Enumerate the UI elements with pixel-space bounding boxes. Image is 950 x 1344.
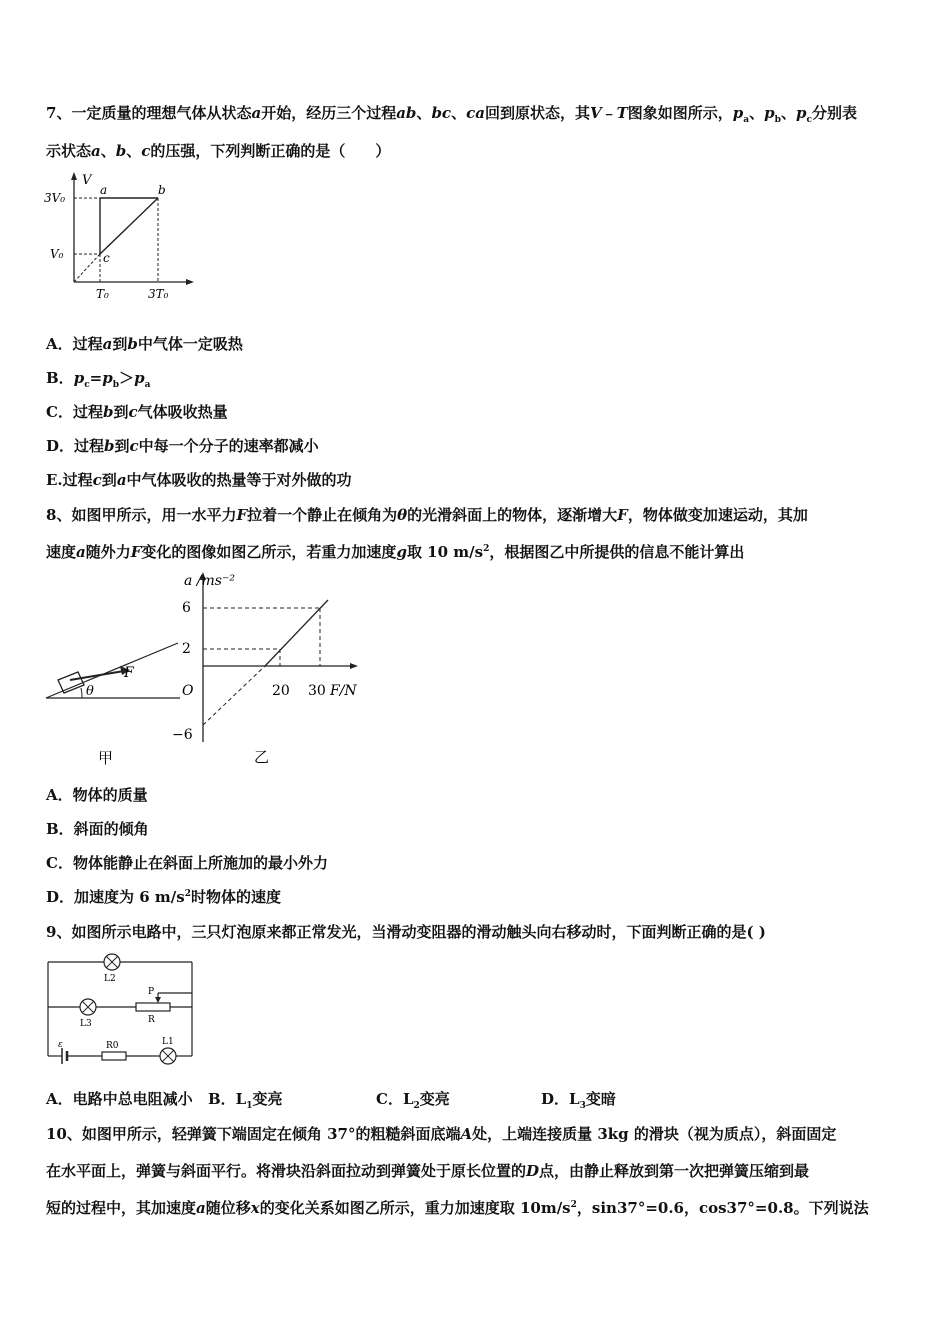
q7-line-2: 示状态a、b、c的压强，下列判断正确的是（ ） — [46, 142, 391, 160]
resistor-r0 — [102, 1052, 126, 1060]
label-3t0: 3T₀ — [148, 287, 169, 301]
rheostat-r — [136, 1003, 170, 1011]
caption-jia: 甲 — [98, 749, 114, 767]
q7-option-c: C．过程b到c气体吸收热量 — [46, 403, 228, 421]
slider-p-arrow — [155, 997, 161, 1003]
q8-figure-yi — [168, 567, 368, 772]
origin-o: O — [182, 683, 194, 699]
label-emf: ε — [58, 1040, 63, 1050]
tick-20: 20 — [272, 683, 290, 699]
q9-circuit-svg — [40, 952, 200, 1067]
q8-option-a: A．物体的质量 — [46, 786, 148, 804]
q7-option-b: B．$p_c=p_b>p_a$ — [46, 369, 151, 390]
label-p: P — [148, 987, 155, 997]
q7-option-d: D．过程b到c中每一个分子的速率都减小 — [46, 437, 319, 455]
q9-circuit — [40, 952, 200, 1067]
tick-2: 2 — [182, 641, 191, 657]
q9-option-c: C．$L_2$变亮 — [376, 1090, 450, 1111]
label-theta: θ — [86, 684, 94, 699]
dash-origin-c — [74, 254, 100, 282]
tick-30: 30 — [308, 683, 326, 699]
point-c: c — [103, 251, 110, 265]
caption-yi: 乙 — [254, 748, 270, 766]
label-t0: T₀ — [96, 287, 109, 301]
incline-line — [46, 643, 178, 698]
block — [58, 672, 84, 693]
f-axis-arrow — [350, 663, 358, 669]
label-r0: R0 — [106, 1041, 119, 1051]
label-3v0: 3V₀ — [44, 191, 66, 205]
angle-arc — [81, 688, 82, 698]
q9-option-a: A．电路中总电阻减小 — [46, 1090, 193, 1108]
q9-line-1: 9、如图所示电路中，三只灯泡原来都正常发光，当滑动变阻器的滑动触头向右移动时，下面判断正确的是( ) — [46, 923, 766, 941]
q7-vt-graph-svg — [40, 170, 200, 306]
q7-line-1: 7、一定质量的理想气体从状态a开始，经历三个过程ab、bc、ca回到原状态，其V﹣T图象如图所示，$p_a$、$p_b$、$p_c$分别表 — [46, 104, 857, 125]
q8-option-c: C．物体能静止在斜面上所施加的最小外力 — [46, 854, 328, 872]
v-axis-arrow — [71, 172, 77, 180]
tick-neg6: −6 — [172, 727, 193, 743]
q7-option-a: A．过程a到b中气体一定吸热 — [46, 335, 243, 353]
a-f-line — [265, 600, 328, 666]
q10-line-1: 10、如图甲所示，轻弹簧下端固定在倾角 37°的粗糙斜面底端A处，上端连接质量 3kg 的滑块（视为质点），斜面固定 — [46, 1125, 837, 1143]
q8-line-2: 速度a随外力F变化的图像如图乙所示，若重力加速度g取 10 $m/s^2$，根据图乙中所提供的信息不能计算出 — [46, 543, 745, 561]
tick-6: 6 — [182, 600, 191, 616]
label-l3: L3 — [80, 1019, 92, 1029]
q8-figure-yi-svg — [168, 567, 368, 772]
q8-option-b: B．斜面的倾角 — [46, 820, 149, 838]
label-f: F — [124, 665, 134, 681]
label-f-axis: F/N — [330, 683, 357, 699]
q8-line-1: 8、如图甲所示，用一水平力F拉着一个静止在倾角为θ的光滑斜面上的物体，逐渐增大F，物体做变加速运动，其加 — [46, 506, 808, 524]
q8-option-d: D．加速度为 6 $m/s^2$时物体的速度 — [46, 888, 281, 906]
label-v: V — [82, 173, 92, 188]
label-v0: V₀ — [50, 247, 64, 261]
q10-line-3: 短的过程中，其加速度a随位移x的变化关系如图乙所示，重力加速度取 $10m/s^2$，sin37°=0.6，cos37°=0.8。下列说法 — [46, 1199, 869, 1217]
dash-extension — [203, 666, 265, 725]
t-axis-arrow — [186, 279, 194, 285]
q9-option-b: B．$L_1$变亮 — [208, 1090, 283, 1111]
point-a: a — [100, 183, 108, 197]
label-l1: L1 — [162, 1037, 174, 1047]
label-a-axis: a /ms⁻² — [184, 573, 235, 589]
label-l2: L2 — [104, 974, 116, 984]
q7-option-e: E.过程c到a中气体吸收的热量等于对外做的功 — [46, 471, 352, 489]
q10-line-2: 在水平面上，弹簧与斜面平行。将滑块沿斜面拉动到弹簧处于原长位置的D点，由静止释放到第一次把弹簧压缩到最 — [46, 1162, 810, 1180]
process-bc — [100, 198, 158, 254]
point-b: b — [158, 183, 166, 197]
label-r: R — [148, 1015, 155, 1025]
q9-option-d: D．$L_3$变暗 — [541, 1090, 616, 1111]
q7-vt-graph — [40, 170, 200, 306]
